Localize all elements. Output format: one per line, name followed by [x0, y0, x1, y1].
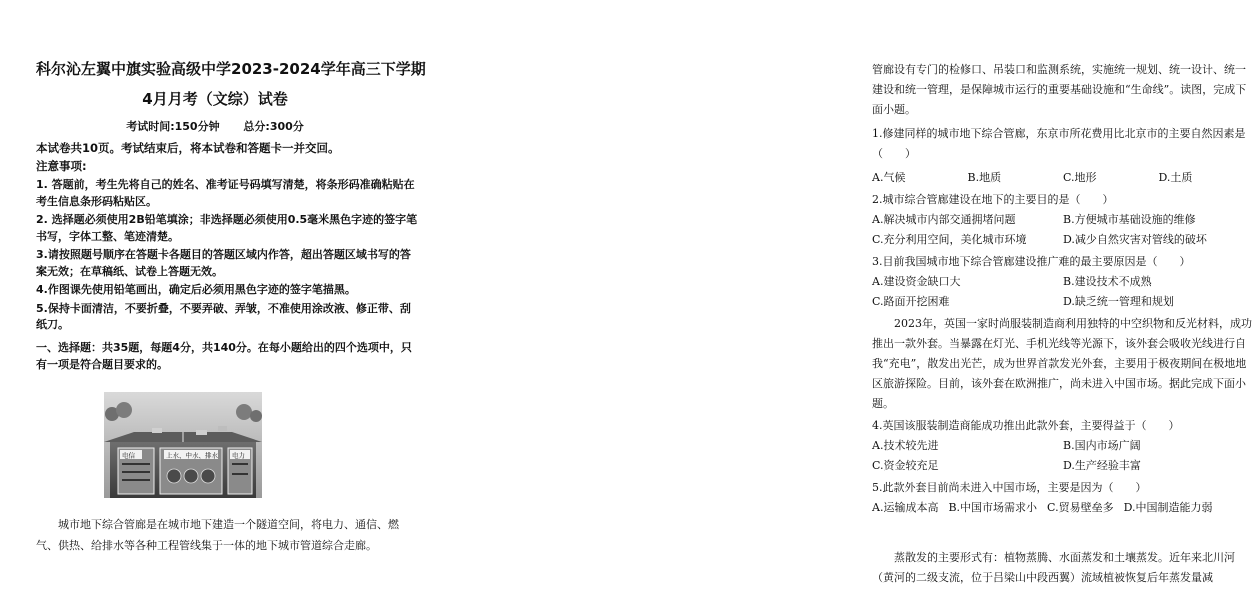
- note-item: 4.作图课先使用铅笔画出，确定后必须用黑色字迹的签字笔描黑。: [36, 283, 356, 296]
- option[interactable]: D.土质: [1158, 171, 1193, 184]
- option[interactable]: A.气候: [872, 171, 906, 184]
- option[interactable]: C.贸易壁垒多: [1047, 501, 1114, 514]
- question-5-options: [872, 498, 1254, 518]
- passage-light-coat: 2023年，英国一家时尚服装制造商利用独特的中空织物和反光材料，成功推出一款外套。当暴露在灯光、手机光线等光源下，该外套会吸收光线进行自我“充电”，散发出光芒，成为世界首款发光外套，主要用于极夜期间在极地地区旅游探险。目前，该外套在欧洲推广，尚未进入中国市场。据此完成下面小题。: [872, 317, 1252, 410]
- exam-meta: [0, 118, 430, 134]
- exam-title-line1: 科尔沁左翼中旗实验高级中学2023-2024学年高三下学期: [36, 60, 426, 78]
- utility-tunnel-figure: [104, 392, 262, 498]
- question-3-stem: 3.目前我国城市地下综合管廊建设推广难的最主要原因是（ ）: [872, 255, 1191, 268]
- option[interactable]: B.地质: [967, 171, 1002, 184]
- option[interactable]: B.中国市场需求小: [948, 501, 1038, 514]
- question-1-options: [872, 168, 1254, 188]
- option[interactable]: B.国内市场广阔: [1063, 439, 1141, 452]
- question-4-stem: 4.英国该服装制造商能成功推出此款外套，主要得益于（ ）: [872, 419, 1180, 432]
- option[interactable]: A.运输成本高: [872, 501, 939, 514]
- question-1-stem: 1.修建同样的城市地下综合管廊，东京市所花费用比北京市的主要自然因素是（ ）: [872, 127, 1246, 160]
- passage-utility-tunnel: 城市地下综合管廊是在城市地下建造一个隧道空间，将电力、通信、燃气、供热、给排水等各种工程管线集于一体的地下城市管道综合走廊。: [36, 518, 399, 552]
- option[interactable]: D.生产经验丰富: [1063, 459, 1141, 472]
- option[interactable]: B.建设技术不成熟: [1063, 275, 1152, 288]
- option[interactable]: A.技术较先进: [872, 439, 939, 452]
- question-2-options: [872, 210, 1254, 250]
- option[interactable]: C.充分利用空间，美化城市环境: [872, 233, 1027, 246]
- note-item: 1. 答题前，考生先将自己的姓名、准考证号码填写清楚，将条形码准确粘贴在考生信息条形码粘贴区。: [36, 178, 415, 208]
- figure-label-telecom: 电信: [122, 451, 135, 460]
- option[interactable]: C.路面开挖困难: [872, 295, 950, 308]
- option[interactable]: C.地形: [1063, 171, 1097, 184]
- option[interactable]: A.建设资金缺口大: [872, 275, 961, 288]
- option[interactable]: D.中国制造能力弱: [1123, 501, 1213, 514]
- intro-text: 本试卷共10页。考试结束后，将本试卷和答题卡一并交回。: [36, 141, 340, 155]
- section-heading: 一、选择题：共35题，每题4分，共140分。在每小题给出的四个选项中，只有一项是符合题目要求的。: [36, 341, 412, 371]
- question-5-stem: 5.此款外套目前尚未进入中国市场，主要是因为（ ）: [872, 481, 1147, 494]
- option[interactable]: C.资金较充足: [872, 459, 939, 472]
- figure-label-water: 上水、中水、排水: [166, 451, 218, 460]
- question-2-stem: 2.城市综合管廊建设在地下的主要目的是（ ）: [872, 193, 1114, 206]
- option[interactable]: D.减少自然灾害对管线的破坏: [1063, 233, 1207, 246]
- note-item: 3.请按照题号顺序在答题卡各题目的答题区域内作答，超出答题区域书写的答案无效；在草稿纸、试卷上答题无效。: [36, 248, 411, 278]
- exam-title-line2: 4月月考（文综）试卷: [142, 90, 288, 108]
- notes-title: 注意事项:: [36, 159, 87, 173]
- option[interactable]: B.方便城市基础设施的维修: [1063, 213, 1196, 226]
- question-4-options: [872, 436, 1254, 476]
- option[interactable]: D.缺乏统一管理和规划: [1063, 295, 1174, 308]
- figure-label-power: 电力: [232, 451, 245, 460]
- note-item: 5.保持卡面清洁，不要折叠，不要弄破、弄皱，不准使用涂改液、修正带、刮纸刀。: [36, 301, 411, 331]
- note-item: 2. 选择题必须使用2B铅笔填涂；非选择题必须使用0.5毫米黑色字迹的签字笔书写，字体工整、笔迹清楚。: [36, 213, 418, 243]
- option[interactable]: A.解决城市内部交通拥堵问题: [872, 213, 1016, 226]
- passage-utility-tunnel-cont: 管廊设有专门的检修口、吊装口和监测系统，实施统一规划、统一设计、统一建设和统一管理，是保障城市运行的重要基础设施和“生命线”。读图，完成下面小题。: [872, 63, 1247, 116]
- question-3-options: [872, 272, 1254, 312]
- exam-time: 考试时间:150分钟: [126, 120, 220, 133]
- passage-evapotranspiration: 蒸散发的主要形式有：植物蒸腾、水面蒸发和土壤蒸发。近年来北川河（黄河的二级支流，位于吕梁山中段西翼）流域植被恢复后年蒸发量减: [872, 551, 1235, 584]
- total-score: 总分:300分: [243, 120, 304, 133]
- notes-list: [36, 177, 420, 336]
